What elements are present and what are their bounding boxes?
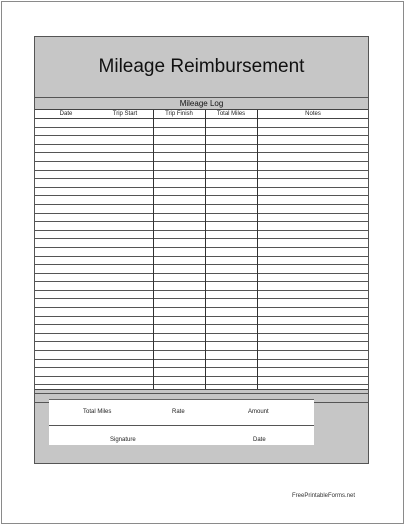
log-row	[35, 360, 368, 369]
rate-label: Rate	[172, 409, 185, 415]
log-row	[35, 385, 368, 394]
signature-label: Signature	[110, 437, 136, 443]
log-row	[35, 128, 368, 137]
totals-separator	[49, 425, 314, 426]
log-row	[35, 196, 368, 205]
log-row	[35, 248, 368, 257]
log-row	[35, 342, 368, 351]
log-row	[35, 325, 368, 334]
col-date: Date	[59, 111, 73, 117]
log-row	[35, 377, 368, 386]
log-row	[35, 171, 368, 180]
col-trip-start: Trip Start	[112, 111, 138, 117]
log-row	[35, 239, 368, 248]
divider-trip-finish	[205, 110, 206, 389]
log-heading: Mileage Log	[35, 98, 368, 110]
col-trip-finish: Trip Finish	[165, 111, 193, 117]
col-notes: Notes	[305, 111, 321, 117]
log-row	[35, 274, 368, 283]
log-row	[35, 222, 368, 231]
mileage-log-table	[35, 98, 368, 390]
log-row	[35, 179, 368, 188]
log-row	[35, 265, 368, 274]
totals-box	[49, 399, 314, 445]
log-row	[35, 317, 368, 326]
date-label: Date	[253, 437, 266, 443]
log-row	[35, 334, 368, 343]
log-row	[35, 351, 368, 360]
col-total-miles: Total Miles	[216, 111, 246, 117]
title-band	[35, 37, 368, 98]
total-miles-label: Total Miles	[83, 409, 112, 415]
log-row	[35, 308, 368, 317]
log-row	[35, 282, 368, 291]
log-row	[35, 162, 368, 171]
divider-total-miles	[257, 110, 258, 389]
log-row	[35, 299, 368, 308]
column-headers	[35, 110, 368, 119]
footer-url: FreePrintableForms.net	[292, 493, 356, 499]
log-row	[35, 368, 368, 377]
divider-trip-start	[153, 110, 154, 389]
log-row	[35, 291, 368, 300]
log-row	[35, 231, 368, 240]
log-row	[35, 153, 368, 162]
mileage-form	[34, 36, 369, 464]
log-row	[35, 205, 368, 214]
log-row	[35, 119, 368, 128]
log-row	[35, 188, 368, 197]
log-row	[35, 136, 368, 145]
log-rows	[35, 119, 368, 403]
log-row	[35, 257, 368, 266]
log-row	[35, 214, 368, 223]
amount-label: Amount	[248, 409, 269, 415]
form-title: Mileage Reimbursement	[98, 55, 305, 77]
log-row	[35, 145, 368, 154]
